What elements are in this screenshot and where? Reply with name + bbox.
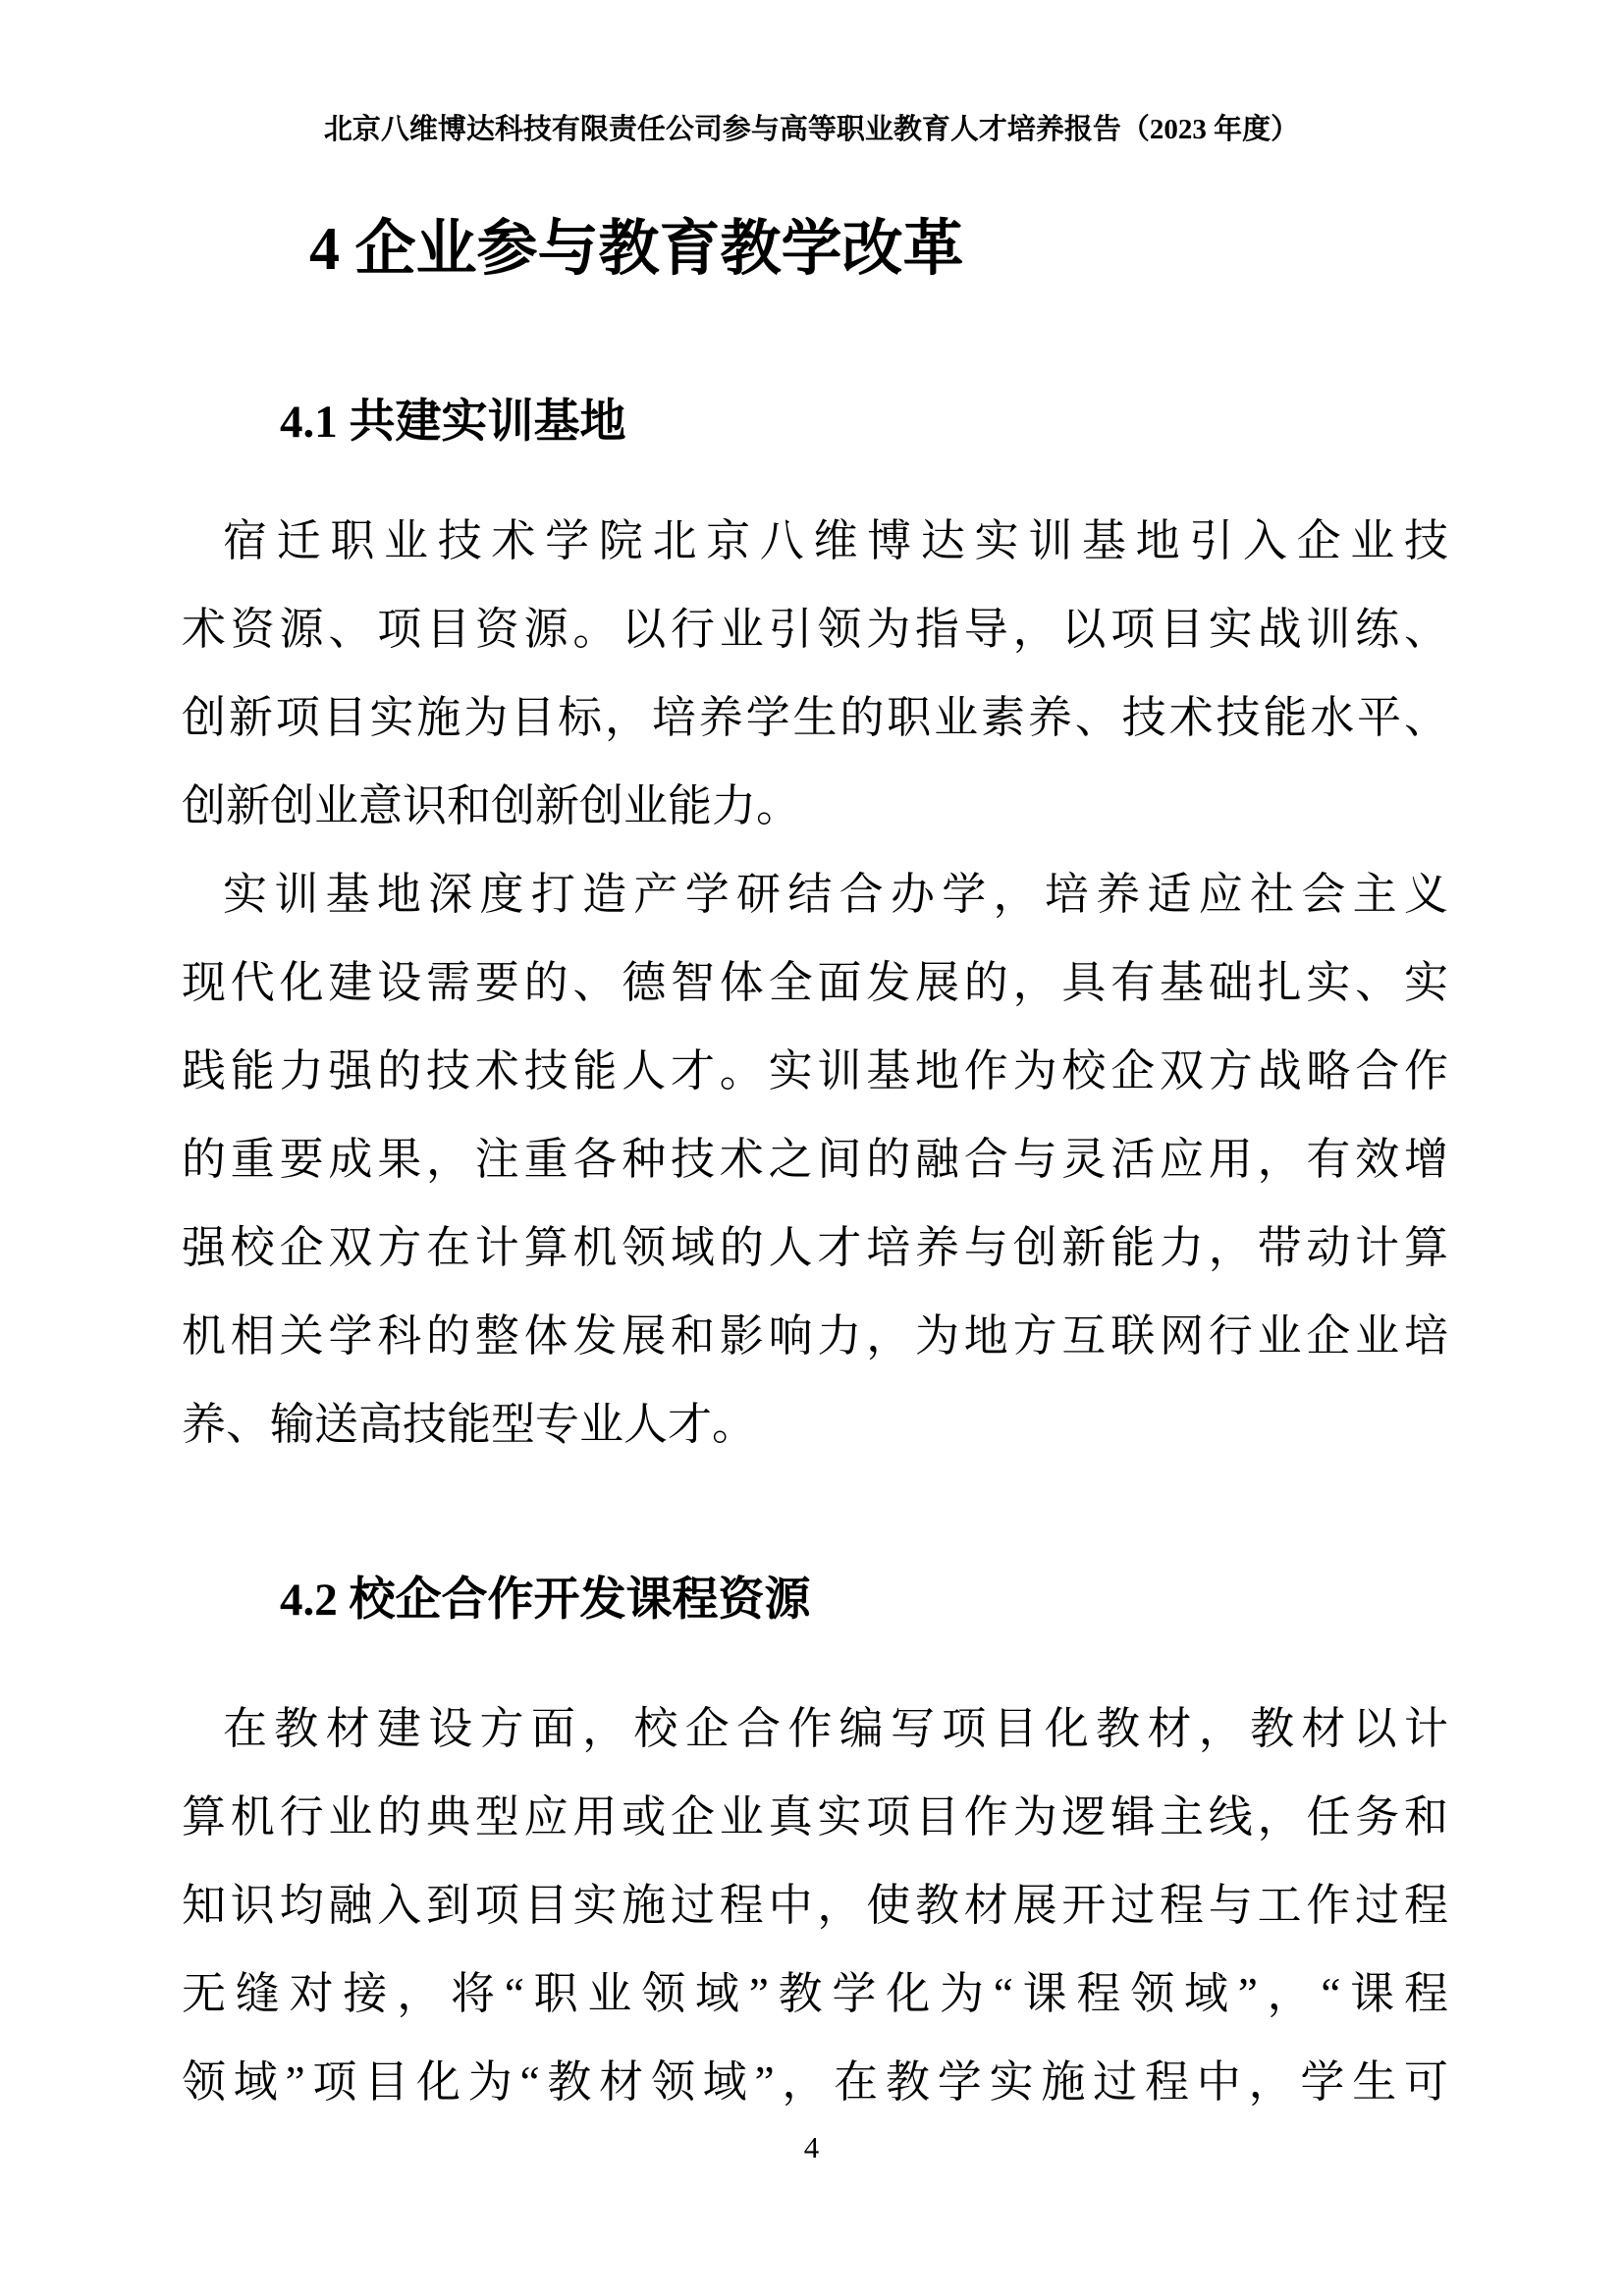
text-line: 创新项目实施为目标，培养学生的职业素养、技术技能水平、 [182, 693, 1448, 742]
section-4-1-body [182, 497, 1448, 1468]
chapter-title: 4 企业参与教育教学改革 [309, 216, 964, 283]
text-line: 算机行业的典型应用或企业真实项目作为逻辑主线，任务和 [182, 1792, 1448, 1842]
text-line: 无缝对接，将“职业领域”教学化为“课程领域”，“课程 [182, 1969, 1448, 2018]
text-line: 术资源、项目资源。以行业引领为指导，以项目实战训练、 [182, 605, 1448, 654]
paragraph-2 [182, 850, 1448, 1468]
page-number: 4 [803, 2130, 820, 2164]
page-header: 北京八维博达科技有限责任公司参与高等职业教育人才培养报告（2023 年度） [323, 114, 1300, 145]
text-line: 践能力强的技术技能人才。实训基地作为校企双方战略合作 [182, 1046, 1448, 1095]
paragraph-1 [182, 497, 1448, 850]
text-line: 强校企双方在计算机领域的人才培养与创新能力，带动计算 [182, 1223, 1448, 1272]
text-line: 创新创业意识和创新创业能力。 [182, 781, 801, 830]
text-line: 知识均融入到项目实施过程中，使教材展开过程与工作过程 [182, 1881, 1448, 1930]
text-line: 现代化建设需要的、德智体全面发展的，具有基础扎实、实 [182, 958, 1448, 1007]
text-line: 机相关学科的整体发展和影响力，为地方互联网行业企业培 [182, 1311, 1448, 1361]
paragraph-3 [182, 1684, 1448, 2126]
text-line: 在教材建设方面，校企合作编写项目化教材，教材以计 [223, 1704, 1448, 1753]
section-heading-4-1: 4.1 共建实训基地 [280, 397, 626, 448]
text-line: 领域”项目化为“教材领域”，在教学实施过程中，学生可 [182, 2057, 1448, 2107]
section-heading-4-2: 4.2 校企合作开发课程资源 [280, 1575, 811, 1626]
text-line: 实训基地深度打造产学研结合办学，培养适应社会主义 [223, 870, 1448, 919]
text-line: 宿迁职业技术学院北京八维博达实训基地引入企业技 [223, 516, 1448, 565]
text-line: 养、输送高技能型专业人才。 [182, 1400, 757, 1449]
text-line: 的重要成果，注重各种技术之间的融合与灵活应用，有效增 [182, 1135, 1448, 1184]
section-4-2-body [182, 1684, 1448, 2126]
